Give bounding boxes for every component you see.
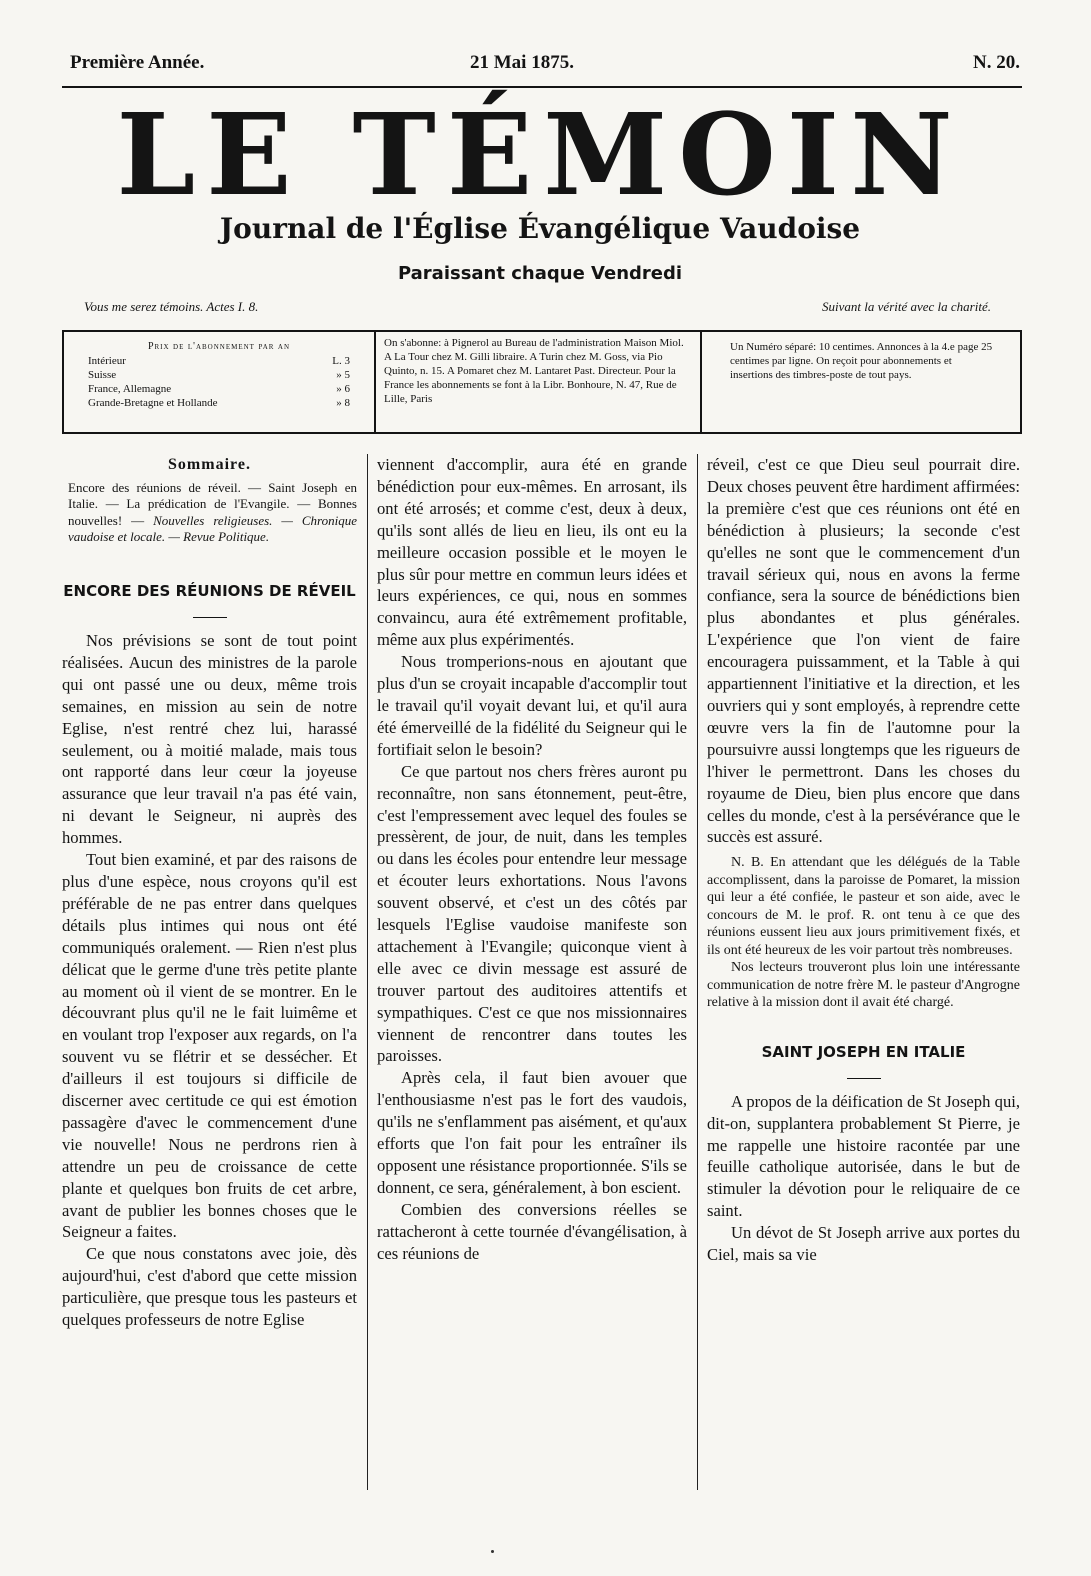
paragraph: Ce que partout nos chers frères auront pu reconnaître, non sans étonnement, peut-être, c'est l'empressement avec lequel des foules se pressèrent, de jour, de nuit, dans les temples ou dans les écoles pour entendre leur message et écouter leurs exhortations. Nous l'avons souvent observé, et c'est un des côtés par lesquels l'Eglise vaudoise manifeste son attachement à l'Evangile; quiconque vient à elle avec ce divin message est assuré de trouver partout des auditoires attentifs et sympathiques. C'est ce que nos missionnaires viennent de rencontrer dans toutes les paroisses.: [377, 761, 687, 1066]
nota-bene: N. B. En attendant que les délégués de la Table accomplissent, dans la paroisse de Pomaret, la mission qui leur a été confiée, le pasteur et son aide, avec le concours de M. le prof. R. ont tenu à ce que des réunions eussent lieu aux jours primitivement fixés, et ils ont été heureux de les voir partout très nombreuses.: [707, 855, 1020, 958]
column-3: [707, 454, 1020, 1266]
sommaire-italic: Nouvelles religieuses. — Chronique vaudoise et locale. — Revue Politique.: [68, 512, 358, 544]
column-separator: [697, 454, 698, 1490]
motto-left: Vous me serez témoins. Actes I. 8.: [84, 299, 259, 314]
subscription-box: [62, 330, 1022, 434]
publication-frequency: Paraissant chaque Vendredi: [397, 263, 683, 284]
column-2: [377, 454, 687, 1265]
paragraph: Nous tromperions-nous en ajoutant que plus d'un se croyait incapable d'accomplir tout le travail qu'il voyait devant lui, et qu'il aura été émerveillé de la fidélité du Seigneur qui le fortifiait selon le besoin?: [377, 652, 687, 759]
paragraph: Un dévot de St Joseph arrive aux portes du Ciel, mais sa vie: [707, 1223, 1020, 1265]
paragraph: A propos de la déification de St Joseph qui, dit-on, supplantera probablement St Pierre, je me rappelle une histoire racontée par une feuille catholique autorisée, dans le but de stimuler la dévotion pour le reliquaire de ce saint.: [707, 1091, 1020, 1221]
issue-header: [70, 52, 1020, 78]
paragraph: Nos lecteurs trouveront plus loin une intéressante communication de notre frère M. le pasteur d'Angrogne relative à la mission dont il avait été chargé.: [707, 960, 1020, 1011]
price-region: Intérieur: [88, 355, 126, 367]
paragraph: réveil, c'est ce que Dieu seul pourrait dire. Deux choses peuvent être hardiment affirmées: la première c'est que ces réunions ont été en bénédiction à plusieurs; la seconde c'est qu'elles ne sont que le commencement d'un travail sérieux qui, nous en avons la ferme confiance, sera la source de bénédictions bien plus abondantes et plus générales. L'expérience que l'on vient de faire encouragera puissamment, et la Table à qui appartiennent l'initiative et la direction, et les ouvriers qui y sont employés, à reprendre cette œuvre vers la fin de l'automne pour la poursuivre aussi longtemps que les rigueurs de l'hiver le permettront. Dans les choses du royaume de Dieu, bien plus encore que dans celles du monde, c'est à la persévérance que le succès est assuré.: [707, 455, 1020, 847]
price-row: [88, 396, 350, 410]
column-separator: [367, 454, 368, 1490]
paragraph: Tout bien examiné, et par des raisons de plus d'une espèce, nous croyons qu'il est préférable de ne pas entrer dans quelques détails plus intimes qui nous ont été communiqués oralement. — Rien n'est plus délicat que le germe d'une très petite plante au moment où il vient de se montrer. En le découvrant plus qu'il ne le fait luimême et en voulant trop l'exposer aux regards, on l'a souvent vu se flétrir et se dessécher. Et d'ailleurs il est toujours si difficile de discerner avec certitude ce qui est émotion passagère d'avec le commencement d'une vie nouvelle! Nous ne perdrons rien à attendre un peu de croissance de cette plante et quelques bon fruits de cet arbre, avant de publier les bonnes choses que le Seigneur a faites.: [62, 850, 357, 1242]
price-value: » 6: [336, 383, 350, 395]
paragraph: Ce que nous constatons avec joie, dès aujourd'hui, c'est d'abord que cette mission particulière, que presque tous les pasteurs et quelques professeurs de notre Eglise: [62, 1244, 357, 1330]
article-title: ENCORE DES RÉUNIONS DE RÉVEIL: [63, 582, 356, 601]
newspaper-title: LE TÉMOIN: [116, 90, 964, 221]
price-heading: Prix de l'abonnement par an: [147, 341, 291, 352]
price-region: Suisse: [88, 369, 117, 381]
motto-right: Suivant la vérité avec la charité.: [822, 299, 991, 314]
price-value: » 5: [336, 369, 350, 381]
sommaire-text: Encore des réunions de réveil. — Saint Joseph en Italie. — La prédication de l'Evangile. — Bonnes nouvelles! —: [68, 479, 357, 528]
price-value: L. 3: [332, 355, 350, 367]
paragraph: Nos prévisions se sont de tout point réalisées. Aucun des ministres de la parole qui ont passé une ou deux, même trois semaines, en mission au sein de notre Eglise, n'est rentré chez lui, harassé seulement, ou à moitié malade, mais tous ont rapporté dans leur cœur la joyeuse assurance que leur travail n'a pas été vain, ni devant le Seigneur, ni auprès des hommes.: [62, 631, 357, 848]
price-row: [88, 368, 350, 382]
issue-year: Première Année.: [70, 52, 205, 73]
paragraph: Combien des conversions réelles se rattacheront à cette tournée d'évangélisation, à ces réunions de: [377, 1199, 687, 1263]
subscription-offices: On s'abonne: à Pignerol au Bureau de l'administration Maison Miol. A La Tour chez M. Gilli libraire. A Turin chez M. Goss, via Pio Quinto, n. 15. A Pomaret chez M. Lantaret Past. Directeur. Pour la France les abonnements se font à la Libr. Bonhoure, N. 47, Rue de Lille, Paris: [376, 332, 702, 432]
column-1: [62, 454, 357, 1331]
sommaire-title: Sommaire.: [168, 456, 251, 473]
subscription-notes: Un Numéro séparé: 10 centimes. Annonces à la 4.e page 25 centimes par ligne. On reçoit pour abonnements et insertions des timbres-poste de tout pays.: [730, 341, 993, 381]
price-row: [88, 382, 350, 396]
title-dash: [193, 617, 227, 618]
paragraph: viennent d'accomplir, aura été en grande bénédiction pour eux-mêmes. En arrosant, ils ont été arrosés; et comme c'est, deux à deux, qu'ils sont allés de lieu en lieu, ils ont eu la meilleure occasion possible et le moyen le plus sûr pour mettre en commun leurs idées et leurs expériences, ce qui, nous en sommes convaincu, aura été extrêmement profitable, même aux plus expérimentés.: [377, 455, 687, 650]
paragraph: Après cela, il faut bien avouer que l'enthousiasme n'est pas le fort des vaudois, qu'ils ne s'enflamment pas aisément, et qu'aux efforts que l'on fait pour les entraîner ils opposent une résistance proportionnée. S'ils se donnent, ce sera, généralement, à bon escient.: [377, 1068, 687, 1197]
price-region: Grande-Bretagne et Hollande: [88, 397, 218, 409]
sommaire: [62, 480, 357, 545]
article-title: SAINT JOSEPH EN ITALIE: [761, 1042, 966, 1061]
price-table: [64, 332, 376, 432]
newspaper-subtitle: Journal de l'Église Évangélique Vaudoise: [219, 212, 861, 245]
price-row: [88, 354, 350, 368]
price-region: France, Allemagne: [88, 383, 172, 395]
header-rule: [62, 86, 1022, 88]
issue-number: N. 20.: [973, 52, 1020, 73]
print-speck: [491, 1550, 494, 1553]
price-value: » 8: [336, 397, 350, 409]
issue-date: 21 Mai 1875.: [470, 52, 574, 73]
title-dash: [847, 1078, 881, 1079]
